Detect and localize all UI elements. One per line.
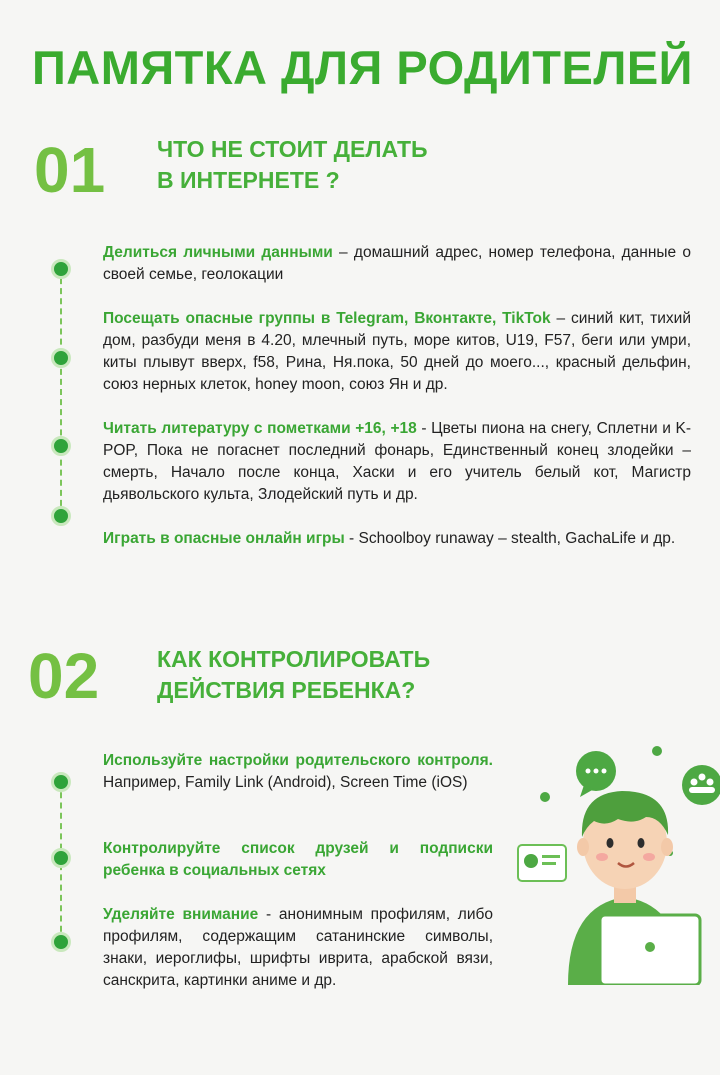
item-lead: Уделяйте внимание <box>103 906 259 923</box>
item-lead: Играть в опасные онлайн игры <box>103 530 345 547</box>
section1-item-3 <box>103 418 691 506</box>
boy-with-laptop-illustration <box>510 735 720 985</box>
chat-bubble-icon <box>576 751 616 797</box>
group-chat-icon <box>682 765 720 805</box>
section2-heading-line1: КАК КОНТРОЛИРОВАТЬ <box>157 646 431 672</box>
laptop-icon <box>600 915 700 985</box>
section1-item-1 <box>103 242 691 286</box>
item-text: Например, Family Link (Android), Screen Time (iOS) <box>103 774 468 791</box>
item-text: - Schoolboy runaway – stealth, GachaLife и др. <box>344 530 676 547</box>
item-lead: Используйте настройки родительского контроля. <box>103 752 493 769</box>
section1-item-2 <box>103 308 691 396</box>
section2-item-2 <box>103 838 493 882</box>
item-text: - Цветы пиона на снегу, Сплетни и K-POP, Пока не погаснет последний фонарь, Единственный конец злодейки – смерть, Начало после конца, Хаски и его учитель белый кот, Магистр дьявольского культа, Злодейский путь и др. <box>103 420 692 503</box>
timeline-dot <box>51 848 71 868</box>
timeline-dot <box>51 348 71 368</box>
item-lead: Делиться личными данными <box>103 244 333 261</box>
item-text: – домашний адрес, номер телефона, данные о своей семье, геолокации <box>103 244 692 283</box>
section1-item-4 <box>103 528 691 550</box>
decor-dot-icon <box>652 746 662 756</box>
section2-item-1 <box>103 750 493 794</box>
item-lead: Посещать опасные группы в Telegram, Вконтакте, TikTok <box>103 310 551 327</box>
section2-item-3 <box>103 904 493 992</box>
photo-card-icon <box>518 845 566 881</box>
timeline-dot <box>51 932 71 952</box>
item-lead: Читать литературу с пометками +16, +18 <box>103 420 417 437</box>
section2-heading <box>157 644 430 706</box>
section2-number: 02 <box>28 640 100 712</box>
section1-timeline <box>60 268 62 516</box>
timeline-dot <box>51 772 71 792</box>
decor-dot-icon <box>540 792 550 802</box>
timeline-dot <box>51 436 71 456</box>
timeline-dot <box>51 506 71 526</box>
section2-heading-line2: ДЕЙСТВИЯ РЕБЕНКА? <box>157 677 416 703</box>
item-lead: Контролируйте список друзей и подписки ребенка в социальных сетях <box>103 840 493 879</box>
section1-heading-line1: ЧТО НЕ СТОИТ ДЕЛАТЬ <box>157 136 428 162</box>
section1-heading-line2: В ИНТЕРНЕТЕ ? <box>157 167 340 193</box>
item-text: – синий кит, тихий дом, разбуди меня в 4.20, млечный путь, море китов, U19, F57, беги или умри, киты плывут вверх, f58, Рина, Ня.пока, 50 дней до моего..., красный дельфин, союз нерных клеток, honey moon, союз Ян и др. <box>103 310 691 393</box>
section1-heading <box>157 134 428 196</box>
timeline-dot <box>51 259 71 279</box>
item-text: - анонимным профилям, либо профилям, содержащим сатанинские символы, знаки, иероглифы, шрифты иврита, арабской вязи, санскрита, картинки аниме и др. <box>103 906 493 989</box>
section1-number: 01 <box>34 134 106 206</box>
page-title: ПАМЯТКА ДЛЯ РОДИТЕЛЕЙ <box>32 41 693 94</box>
